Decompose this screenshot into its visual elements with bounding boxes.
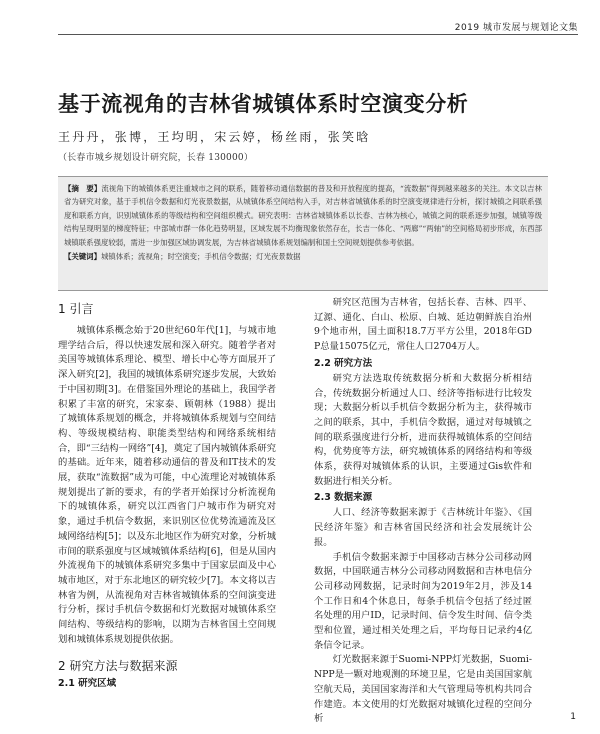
keywords-label: 【关键词】 bbox=[64, 252, 101, 262]
running-head: 2019 城市发展与规划论文集 bbox=[454, 23, 578, 33]
subsection-heading-study-area: 2.1 研究区域 bbox=[58, 678, 117, 690]
subsection-heading-data-sources: 2.3 数据来源 bbox=[314, 492, 373, 504]
keywords bbox=[64, 250, 542, 263]
introduction-paragraph: 城镇体系概念始于20世纪60年代[1]，与城市地理学结合后，得以快速发展和深入研究。随着学者对美国等城镇体系理论、模型、增长中心等方面展开了深入研究[2]，我国的城镇体系研究逐步发展，大致始于中国初期[3]。在借鉴国外理论的基础上，我国学者积累了丰富的研究，宋家泰、顾朝林（1988）提出了城镇体系规划的概念，并将城镇体系规划与空间结构、等级规模结构、职能类型结构和网络系统相结合，即“三结构一网络”[4]，奠定了国内城镇体系研究的基础。近年来，随着移动通信的普及和IT技术的发展，获取“流数据”成为可能，中心流理论对城镇体系规划提出了新的要求，有的学者开始探讨分析流视角下的城镇体系，研究以江西省门户城市作为研究对象，通过手机信令数据，来识别区位优势流通流及区域网络结构[5]；以及东北地区作为研究对象，分析城市间的联系强度与区域城镇体系结构[6]，但是从国内外流视角下的城镇体系研究多集中于国家层面及中心城市地区，对于东北地区的研究较少[7]。本文将以吉林省为例，从流视角对吉林省城镇体系的空间演变进行分析，探讨手机信令数据和灯光数据对城镇体系空间结构、等级结构的影响，以期为吉林省国土空间规划和城镇体系规划提供依据。 bbox=[58, 325, 276, 645]
abstract-box bbox=[58, 176, 548, 291]
abstract-text: 流视角下的城镇体系更注重城市之间的联系，随着移动通信数据的普及和开放程度的提高，“流数据”得到越来越多的关注。本文以吉林省为研究对象，基于手机信令数据和灯光夜景数据，从城镇体系空间结构入手，对吉林省城镇体系的时空演变规律进行分析，探讨城镇之间联系强度和联系方向，识别城镇体系的等级结构和空间组织模式。研究表明：吉林省城镇体系以长春、吉林为核心，城镇之间的联系逐步加强，城镇等级结构呈现明显的梯度特征；中部城市群一体化趋势明显，区域发展不均衡现象依然存在，长吉一体化、“两廊”“两轴”的空间格局初步形成，东西部城镇联系强度较弱，需进一步加强区域协调发展，为吉林省城镇体系规划编制和国土空间规划提供参考依据。 bbox=[64, 184, 542, 247]
header-rule bbox=[58, 34, 578, 35]
methods-paragraph: 研究方法选取传统数据分析和大数据分析相结合，传统数据分析通过人口、经济等指标进行比较发现；大数据分析以手机信令数据分析为主，获得城市之间的联系，其中，手机信令数据，通过对每城镇之间的联系强度进行分析，进而获得城镇体系的空间结构，优势度等方法，研究城镇体系的网络结构和等级体系，获得对城镇体系的认识，主要通过Gis软件和数据进行相关分析。 bbox=[314, 372, 532, 487]
abstract-label: 【摘 要】 bbox=[64, 184, 102, 193]
page-number: 1 bbox=[570, 712, 576, 722]
data-source-paragraph-night-light: 灯光数据来源于Suomi-NPP灯光数据，Suomi-NPP是一颗对地观测的环境卫星，它是由美国国家航空航天局，美国国家海洋和大气管理局等机构共同合作建造。本文使用的灯光数据对城镇化过程的空间分析 bbox=[314, 654, 532, 725]
data-source-paragraph-signaling: 手机信令数据来源于中国移动吉林分公司移动网数据，中国联通吉林分公司移动网数据和吉林电信分公司移动网数据，记录时间为2019年2月，涉及14个工作日和4个休息日，每条手机信令包括了经过匿名处理的用户ID，记录时间、信令发生时间、信令类型和位置，通过相关处理之后，平均每日记录约4亿条信令记录。 bbox=[314, 551, 532, 651]
abstract bbox=[64, 182, 542, 249]
section-heading-methods: 2 研究方法与数据来源 bbox=[58, 659, 178, 674]
paper-title: 基于流视角的吉林省城镇体系时空演变分析 bbox=[58, 92, 469, 116]
section-heading-introduction: 1 引言 bbox=[58, 302, 94, 316]
left-column bbox=[58, 296, 276, 692]
affiliation: （长春市城乡规划设计研究院，长春 130000） bbox=[58, 153, 254, 163]
study-area-paragraph: 研究区范围为吉林省，包括长春、吉林、四平、辽源、通化、白山、松原、白城、延边朝鲜族自治州9个地市州，国土面积18.7万平方公里，2018年GDP总量15075亿元，常住人口2704万人。 bbox=[314, 297, 532, 353]
keywords-text: 城镇体系；流视角；时空演变；手机信令数据；灯光夜景数据 bbox=[100, 252, 301, 262]
right-column bbox=[314, 296, 532, 727]
author-list: 王丹丹，张博，王均明，宋云婷，杨丝雨，张笑晗 bbox=[58, 130, 371, 144]
subsection-heading-methods: 2.2 研究方法 bbox=[314, 357, 373, 369]
data-source-paragraph-statistics: 人口、经济等数据来源于《吉林统计年鉴》、《国民经济年鉴》和吉林省国民经济和社会发展统计公报。 bbox=[314, 507, 532, 548]
